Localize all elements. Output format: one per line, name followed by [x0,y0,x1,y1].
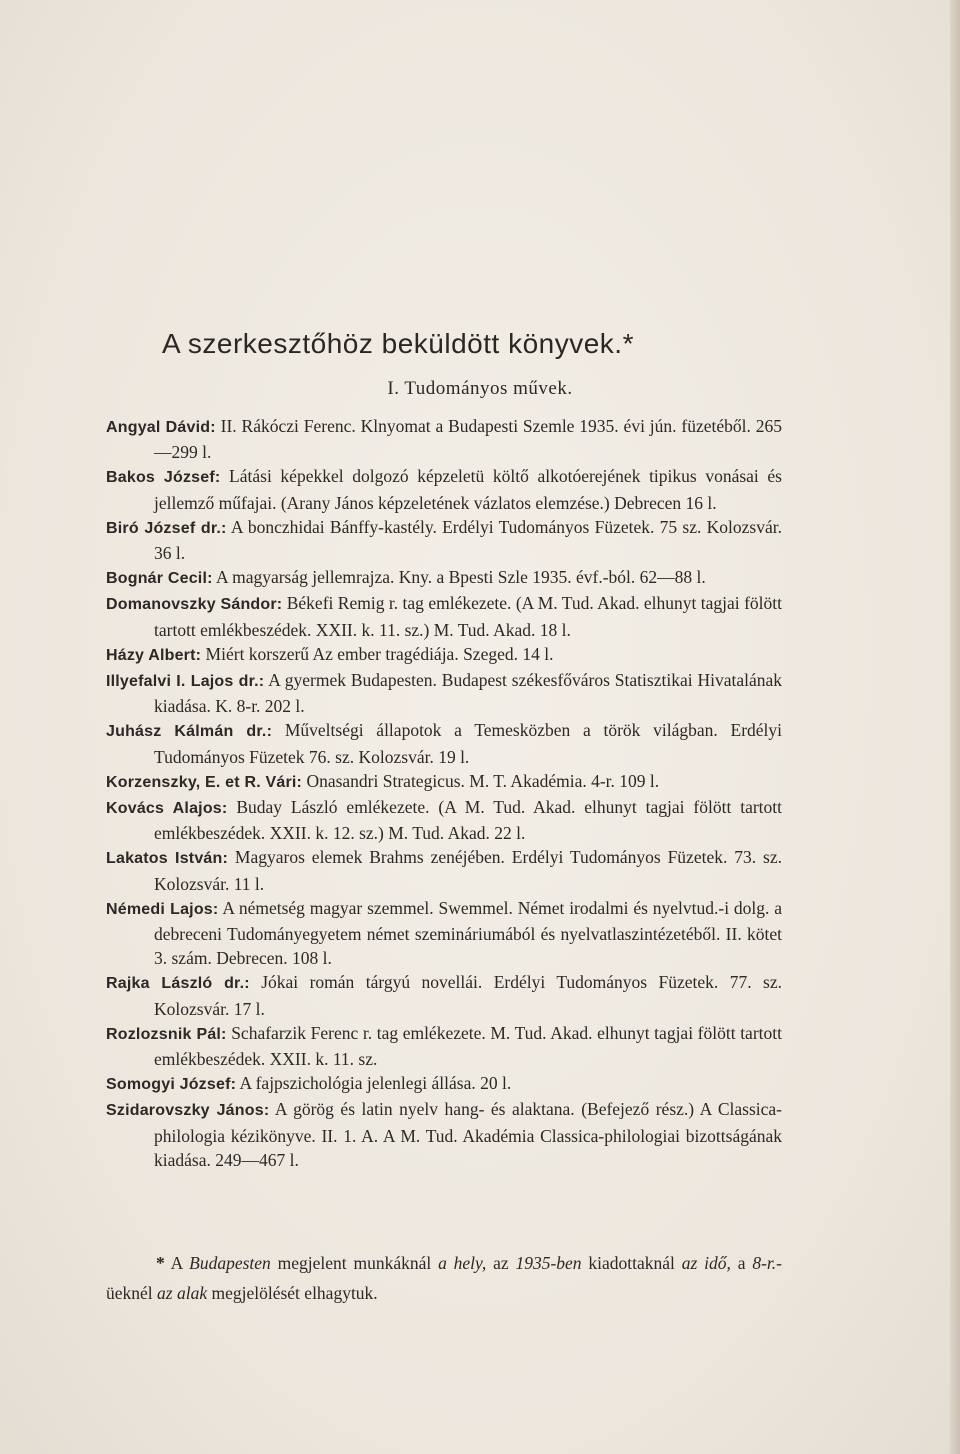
entry-author: Szidarovszky János: [106,1102,270,1120]
entry-text: A gyermek Budapesten. Budapest székesfőváros Statisztikai Hivatalának kiadása. K. 8-r. 202 l. [154,670,782,717]
book-entry [106,795,782,845]
entry-author: Korzenszky, E. et R. Vári: [106,773,303,791]
book-entry [106,591,782,641]
entry-text: Schafarzik Ferenc r. tag emlékezete. M. Tud. Akad. elhunyt tagjai fölött tartott emlékbeszédek. XXII. k. 11. sz. [154,1022,782,1070]
entry-text: A görög és latin nyelv hang- és alaktana. (Befejező rész.) A Classica-philologia kézikönyve. II. 1. A. A M. Tud. Akadémia Classica-philologiai bizottságának kiadása. 249—467 l. [154,1099,782,1170]
footnote-text: a [730,1253,753,1273]
entry-text: Magyaros elemek Brahms zenéjében. Erdélyi Tudományos Füzetek. 73. sz. Kolozsvár. 11 l. [154,847,782,894]
entry-text: Onasandri Strategicus. M. T. Akadémia. 4-r. 109 l. [302,770,660,791]
book-entry [106,896,782,971]
entry-author: Bakos József: [106,469,221,487]
footnote-italic: a hely, [438,1253,487,1273]
entry-text: Látási képekkel dolgozó képzeletü költő alkotóerejének tipikus vonásai és jellemző műfajai. (Arany János képzeletének vázlatos elemzése.) Debrecen 16 l. [154,466,782,513]
entry-text: Buday László emlékezete. (A M. Tud. Akad. elhunyt tagjai fölött tartott emlékbeszédek. XXII. k. 12. sz.) M. Tud. Akad. 22 l. [154,797,783,844]
book-entry [106,769,782,795]
book-entry [106,718,782,768]
book-entry [106,970,782,1020]
footnote-text: az [486,1253,516,1273]
entry-text: Műveltségi állapotok a Temesközben a török világban. Erdélyi Tudományos Füzetek 76. sz. Kolozsvár. 19 l. [154,720,783,767]
entry-author: Biró József dr.: [106,519,227,537]
entry-author: Lakatos István: [106,850,229,868]
page-title: A szerkesztőhöz beküldött könyvek.* [162,328,634,359]
book-entry [106,464,782,514]
book-entry [106,642,782,668]
entry-author: Némedi Lajos: [106,900,219,918]
footnote-italic: az alak [157,1283,208,1303]
book-entry [106,515,782,565]
entry-author: Kovács Alajos: [106,800,228,818]
entry-text: Jókai román tárgyú novellái. Erdélyi Tudományos Füzetek. 77. sz. Kolozsvár. 17 l. [154,972,782,1019]
entry-text: A bonczhidai Bánffy-kastély. Erdélyi Tudományos Füzetek. 75 sz. Kolozsvár. 36 l. [154,516,782,564]
footnote-text: megjelent munkáknál [270,1253,439,1273]
entry-author: Házy Albert: [106,646,202,664]
entry-text: II. Rákóczi Ferenc. Klnyomat a Budapesti Szemle 1935. évi jún. füzetéből. 265—299 l. [154,416,782,463]
entry-author: Somogyi József: [106,1076,237,1094]
footnote-text: megjelölését elhagytuk. [207,1283,378,1303]
book-entry [106,1071,782,1097]
footnote-italic: 1935-ben [515,1253,582,1273]
book-entry [106,668,782,718]
entry-text: A magyarság jellemrajza. Kny. a Bpesti Szle 1935. évf.-ból. 62—88 l. [212,567,706,588]
entry-text: Miért korszerű Az ember tragédiája. Szeged. 14 l. [201,643,554,664]
entry-text: Békefi Remig r. tag emlékezete. (A M. Tud. Akad. elhunyt tagjai fölött tartott emlékbeszédek. XXII. k. 11. sz.) M. Tud. Akad. 18 l. [154,593,782,640]
entry-author: Rajka László dr.: [106,975,250,993]
footnote-text: A [164,1253,190,1273]
footnote [106,1248,782,1308]
footnote-asterisk: * [156,1253,165,1273]
entry-author: Illyefalvi I. Lajos dr.: [106,673,265,691]
entry-author: Domanovszky Sándor: [106,596,283,614]
entry-text: A németség magyar szemmel. Swemmel. Német irodalmi és nyelvtud.-i dolg. a debreceni Tudományegyetem német szemináriumából és nyelvatlaszintézetéből. II. kötet 3. szám. Debrecen. 108 l. [154,897,782,969]
footnote-italic: az idő, [681,1253,731,1273]
book-entry [106,1021,782,1071]
footnote-italic: Budapesten [189,1253,271,1273]
book-entry [106,414,782,464]
book-entry [106,845,782,895]
entry-text: A fajpszichológia jelenlegi állása. 20 l. [236,1073,512,1094]
book-entry [106,565,782,591]
entry-author: Bognár Cecil: [106,570,213,588]
entry-author: Rozlozsnik Pál: [106,1025,227,1043]
book-entry [106,1097,782,1172]
page-edge [950,0,960,1454]
entry-author: Juhász Kálmán dr.: [106,723,273,741]
footnote-italic: 8-r. [752,1253,777,1273]
section-title: I. Tudományos művek. [387,378,573,399]
entry-author: Angyal Dávid: [106,419,216,436]
footnote-text: -üeknél [106,1253,782,1303]
footnote-text: kiadottaknál [581,1253,682,1273]
book-list [106,414,782,1172]
